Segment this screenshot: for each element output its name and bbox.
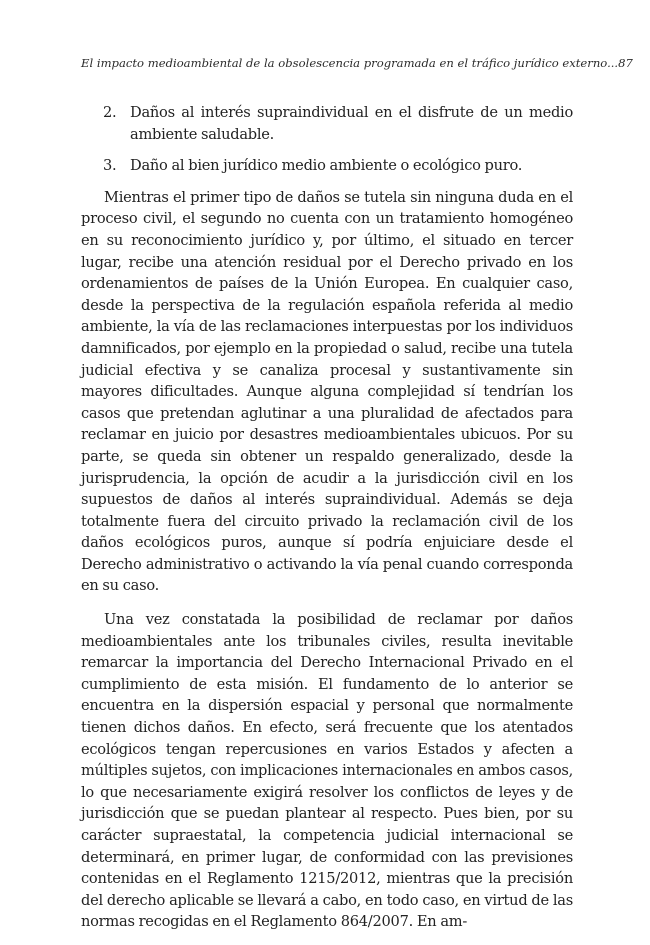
running-header [81,55,633,72]
running-title: El impacto medioambiental de la obsolescencia programada en el tráfico jurídico externo... [81,56,619,70]
list-item-text: Daño al bien jurídico medio ambiente o ecológico puro. [130,157,523,175]
list-item-text: Daños al interés supraindividual en el disfrute de un medio ambiente saludable. [130,104,573,143]
list-item-number: 3. [103,157,117,175]
page-body [81,102,573,945]
list-item [81,102,573,145]
list-item-number: 2. [103,104,117,121]
paragraph: Una vez constatada la posibilidad de reclamar por daños medioambientales ante los tribunales civiles, resulta inevitable remarcar la importancia del Derecho Internacional Privado en el cumplimiento de esta misión. El fundamento de lo anterior se encuentra en la dispersión espacial y personal que normalmente tienen dichos daños. En efecto, será frecuente que los atentados ecológicos tengan repercusiones en varios Estados y afecten a múltiples sujetos, con implicaciones internacionales en ambos casos, lo que necesariamente exigirá resolver los conflictos de leyes y de jurisdicción que se puedan plantear al respecto. Pues bien, por su carácter supraestatal, la competencia judicial internacional se determinará, en primer lugar, de conformidad con las previsiones contenidas en el Reglamento 1215/2012, mientras que la precisión del derecho aplicable se llevará a cabo, en todo caso, en virtud de las normas recogidas en el Reglamento 864/2007. En am- [81,611,573,931]
paragraph: Mientras el primer tipo de daños se tutela sin ninguna duda en el proceso civil, el segundo no cuenta con un tratamiento homogéneo en su reconocimiento jurídico y, por último, el situado en tercer lugar, recibe una atención residual por el Derecho privado en los ordenamientos de países de la Unión Europea. En cualquier caso, desde la perspectiva de la regulación española referida al medio ambiente, la vía de las reclamaciones interpuestas por los individuos damnificados, por ejemplo en la propiedad o salud, recibe una tutela judicial efectiva y se canaliza procesal y sustantivamente sin mayores dificultades. Aunque alguna complejidad sí tendrían los casos que pretendan aglutinar a una pluralidad de afectados para reclamar en juicio por desastres medioambientales ubicuos. Por su parte, se queda sin obtener un respaldo generalizado, desde la jurisprudencia, la opción de acudir a la jurisdicción civil en los supuestos de daños al interés supraindividual. Además se deja totalmente fuera del circuito privado la reclamación civil de los daños ecológicos puros, aunque sí podría enjuiciare desde el Derecho administrativo o activando la vía penal cuando corresponda en su caso. [81,188,573,595]
page-number: 87 [618,56,633,70]
list-item [81,155,573,177]
